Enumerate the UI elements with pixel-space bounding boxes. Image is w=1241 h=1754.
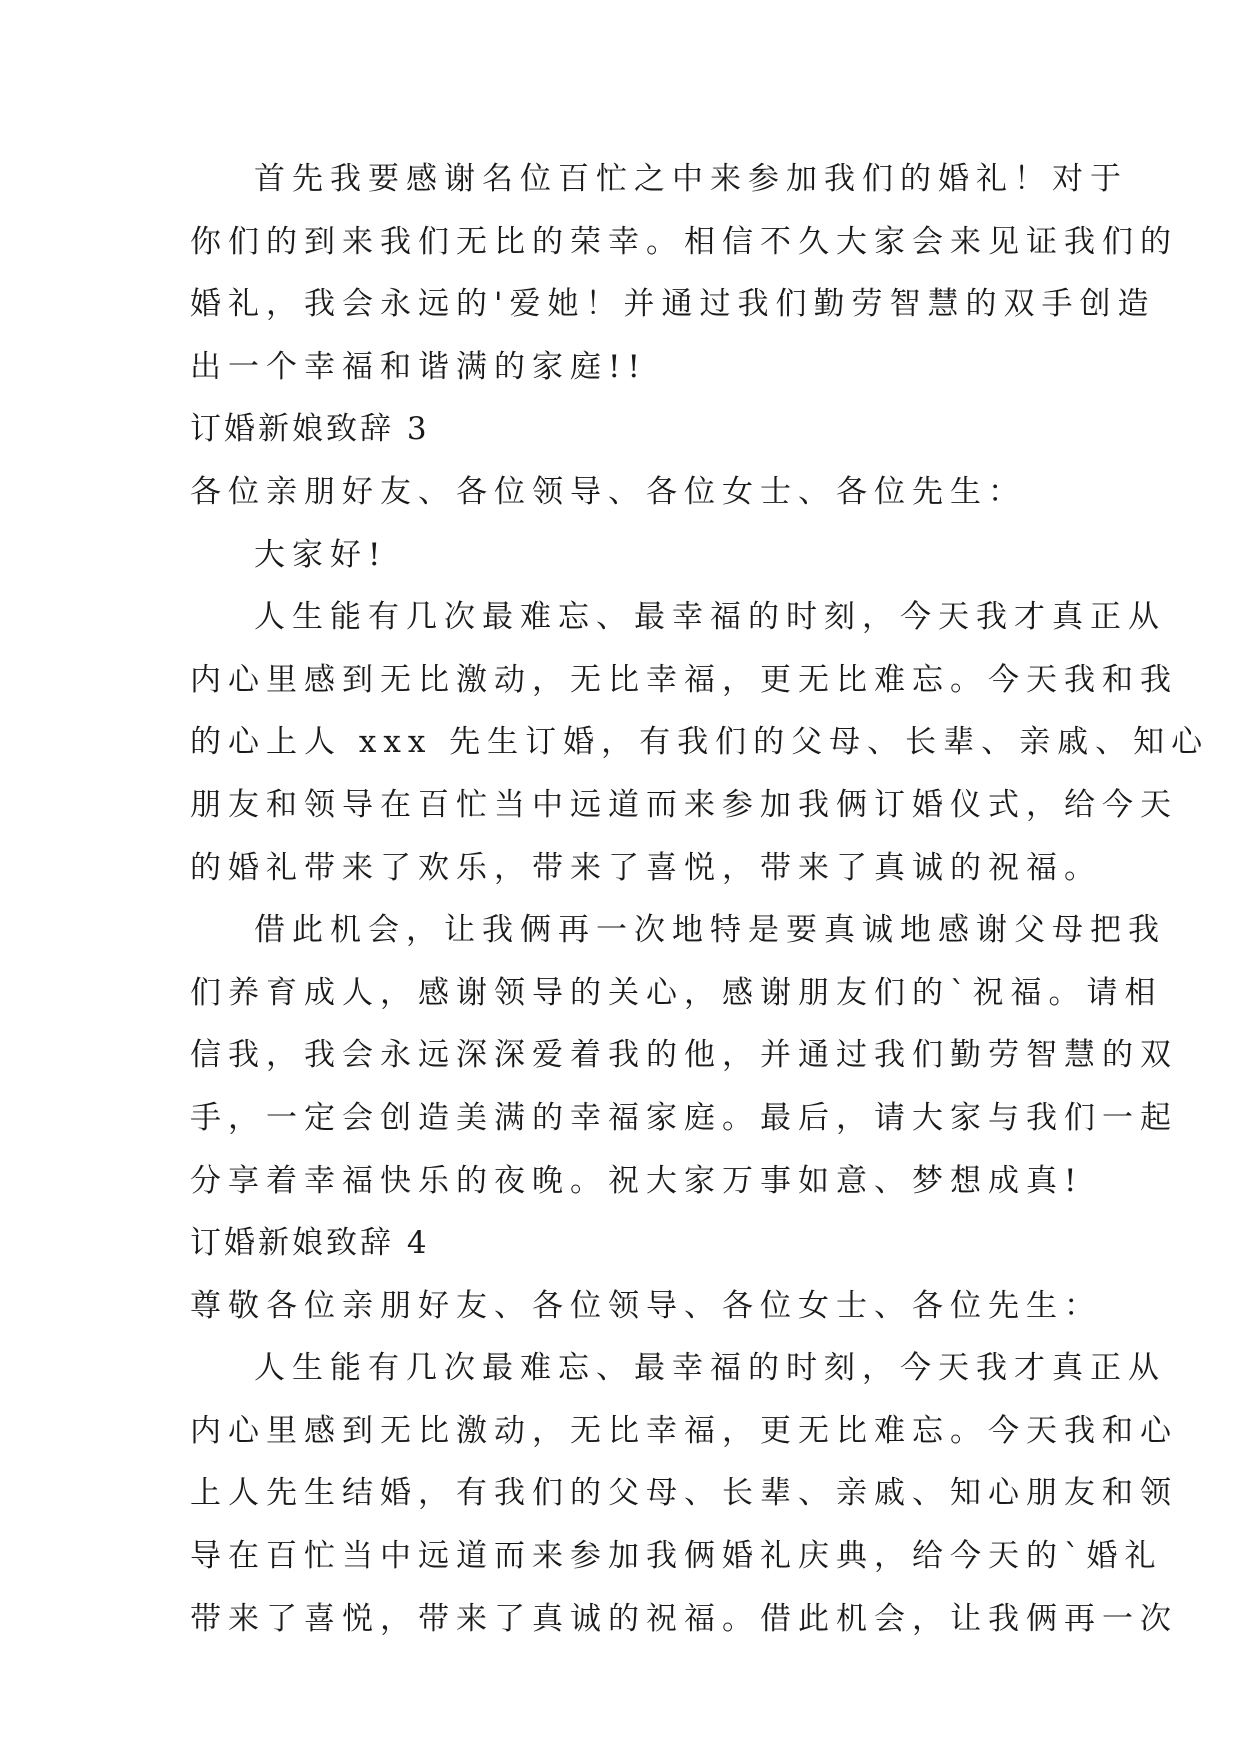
document-body (190, 148, 1210, 1650)
section-heading: 订婚新娘致辞 3 (190, 411, 430, 448)
text-line: 的婚礼带来了欢乐，带来了喜悦，带来了真诚的祝福。 (190, 849, 1102, 886)
text-line: 婚礼，我会永远的'爱她！并通过我们勤劳智慧的双手创造 (190, 286, 1156, 323)
text-line: 信我，我会永远深深爱着我的他，并通过我们勤劳智慧的双 (190, 1037, 1178, 1074)
text-line: 内心里感到无比激动，无比幸福，更无比难忘。今天我和心 (190, 1412, 1178, 1449)
text-line: 大家好! (254, 536, 388, 573)
text-line: 的心上人 xxx 先生订婚，有我们的父母、长辈、亲戚、知心 (190, 724, 1210, 761)
text-line: 借此机会，让我俩再一次地特是要真诚地感谢父母把我 (254, 912, 1166, 949)
text-line: 内心里感到无比激动，无比幸福，更无比难忘。今天我和我 (190, 661, 1178, 698)
text-line: 人生能有几次最难忘、最幸福的时刻，今天我才真正从 (254, 599, 1166, 636)
section-heading: 订婚新娘致辞 4 (190, 1225, 430, 1262)
text-line: 带来了喜悦，带来了真诚的祝福。借此机会，让我俩再一次 (190, 1600, 1178, 1637)
text-line: 人生能有几次最难忘、最幸福的时刻，今天我才真正从 (254, 1350, 1166, 1387)
text-line: 尊敬各位亲朋好友、各位领导、各位女士、各位先生： (190, 1287, 1102, 1324)
text-line: 你们的到来我们无比的荣幸。相信不久大家会来见证我们的 (190, 223, 1178, 260)
text-line: 们养育成人，感谢领导的关心，感谢朋友们的`祝福。请相 (190, 974, 1163, 1011)
text-line: 出一个幸福和谐满的家庭!! (190, 348, 647, 385)
text-line: 朋友和领导在百忙当中远道而来参加我俩订婚仪式，给今天 (190, 786, 1178, 823)
text-line: 上人先生结婚，有我们的父母、长辈、亲戚、知心朋友和领 (190, 1475, 1178, 1512)
text-line: 导在百忙当中远道而来参加我俩婚礼庆典，给今天的`婚礼 (190, 1538, 1163, 1575)
text-line: 手，一定会创造美满的幸福家庭。最后，请大家与我们一起 (190, 1099, 1178, 1136)
text-line: 分享着幸福快乐的夜晚。祝大家万事如意、梦想成真! (190, 1162, 1084, 1199)
text-line: 各位亲朋好友、各位领导、各位女士、各位先生： (190, 473, 1026, 510)
text-line: 首先我要感谢名位百忙之中来参加我们的婚礼！对于 (254, 161, 1128, 197)
